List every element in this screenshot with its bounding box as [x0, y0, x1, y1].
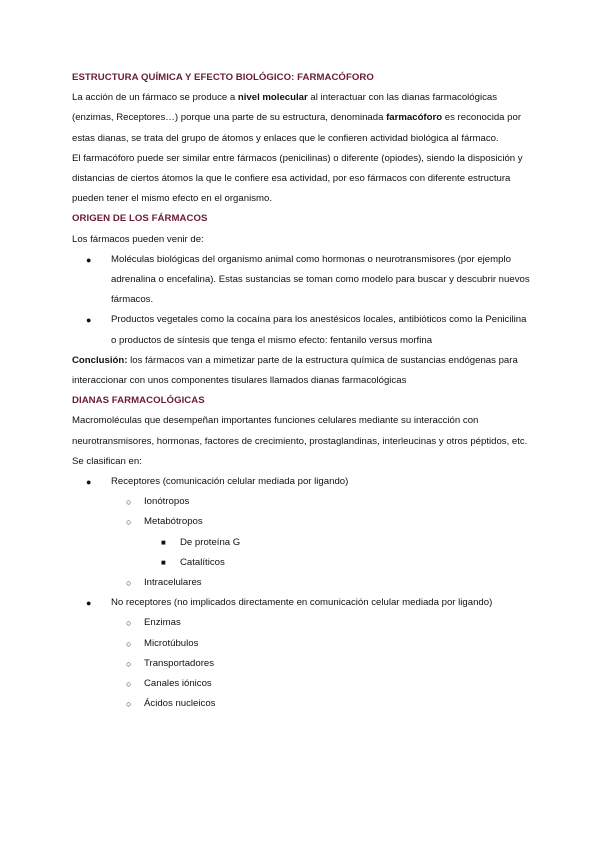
- heading-dianas: DIANAS FARMACOLÓGICAS: [72, 395, 205, 407]
- list-item-text: Moléculas biológicas del organismo animal como hormonas o neurotransmisores (por ejemplo adrenalina o encefalina). Estas sustancias se toman como modelo para buscar y descubrir nuevos fármacos.: [111, 253, 530, 306]
- list-item: [72, 250, 532, 311]
- list-item-text: Metabótropos: [144, 516, 203, 528]
- paragraph-dianas-intro: Macromoléculas que desempeñan importantes funciones celulares mediante su interacción con neurotransmisores, hormonas, factores de crecimiento, prostaglandinas, interleucinas y otros péptidos, etc. Se clasifican en:: [72, 415, 528, 467]
- paragraph-farmacoforo-definition: [72, 88, 532, 149]
- list-item-text: Ácidos nucleicos: [144, 698, 216, 710]
- dianas-list: [72, 472, 532, 714]
- list-item-text: Transportadores: [144, 657, 215, 669]
- circle-bullet-icon: ○: [126, 679, 132, 690]
- square-bullet-icon: ■: [161, 557, 166, 567]
- bold-term-nivel-molecular: nivel molecular: [237, 92, 308, 104]
- circle-bullet-icon: ○: [126, 517, 132, 528]
- list-item-text: Intracelulares: [144, 577, 202, 589]
- circle-bullet-icon: ○: [126, 578, 132, 589]
- text-segment: es reconocida por estas dianas, se trata del grupo de átomos y enlaces que le confieren actividad biológica al fármaco.: [72, 112, 522, 144]
- list-item-microtubulos: [72, 634, 532, 654]
- list-item-text: Ionótropos: [144, 496, 190, 508]
- list-item-text: Enzimas: [144, 617, 181, 629]
- list-item-canales-ionicos: [72, 674, 532, 694]
- list-item: [72, 310, 532, 350]
- list-item-text: No receptores (no implicados directamente en comunicación celular mediada por ligando): [111, 597, 493, 609]
- square-bullet-icon: ■: [161, 537, 166, 547]
- list-item-no-receptores: [72, 593, 532, 613]
- list-item-transportadores: [72, 654, 532, 674]
- heading-estructura: ESTRUCTURA QUÍMICA Y EFECTO BIOLÓGICO: FARMACÓFORO: [72, 72, 374, 83]
- circle-bullet-icon: ○: [126, 699, 132, 710]
- conclusion-label: Conclusión:: [72, 354, 128, 366]
- list-item-text: Canales iónicos: [144, 678, 212, 690]
- list-item-text: Receptores (comunicación celular mediada por ligando): [111, 476, 349, 488]
- list-item-cataliticos: [72, 553, 532, 573]
- disc-bullet-icon: ●: [86, 315, 92, 326]
- list-item-proteina-g: [72, 533, 532, 553]
- list-item-enzimas: [72, 613, 532, 633]
- origen-list: [72, 250, 532, 351]
- paragraph-conclusion: [72, 351, 532, 391]
- paragraph-farmacoforo-similarity: El farmacóforo puede ser similar entre fármacos (penicilinas) o diferente (opiodes), siendo la disposición y distancias de ciertos átomos la que le confiere esa actividad, por eso fármacos con diferente estructura pueden tener el mismo efecto en el organismo.: [72, 152, 523, 205]
- list-item-text: Productos vegetales como la cocaína para los anestésicos locales, antibióticos como la Penicilina o productos de síntesis que tenga el mismo efecto: fentanilo versus morfina: [111, 314, 527, 346]
- text-segment: al interactuar con las dianas farmacológicas (enzimas, Receptores…) porque una parte de su estructura, denominada: [72, 92, 498, 124]
- list-item-text: Catalíticos: [180, 556, 225, 568]
- list-item-intracelulares: [72, 573, 532, 593]
- list-item-text: De proteína G: [180, 536, 241, 548]
- list-item-receptores: [72, 472, 532, 492]
- list-item-acidos-nucleicos: [72, 694, 532, 714]
- disc-bullet-icon: ●: [86, 598, 92, 609]
- circle-bullet-icon: ○: [126, 497, 132, 508]
- bold-term-farmacoforo: farmacóforo: [386, 112, 443, 124]
- document-page: [72, 68, 532, 715]
- conclusion-text: los fármacos van a mimetizar parte de la estructura química de sustancias endógenas para interaccionar con unos componentes tisulares llamados dianas farmacológicas: [72, 354, 518, 387]
- list-item-metabotropos: [72, 512, 532, 532]
- paragraph-origen-intro: Los fármacos pueden venir de:: [72, 233, 204, 245]
- disc-bullet-icon: ●: [86, 477, 92, 488]
- circle-bullet-icon: ○: [126, 658, 132, 669]
- circle-bullet-icon: ○: [126, 618, 132, 629]
- heading-origen: ORIGEN DE LOS FÁRMACOS: [72, 213, 208, 225]
- list-item-text: Microtúbulos: [144, 637, 199, 649]
- list-item-ionotropos: [72, 492, 532, 512]
- disc-bullet-icon: ●: [86, 254, 92, 265]
- circle-bullet-icon: ○: [126, 638, 132, 649]
- text-segment: La acción de un fármaco se produce a: [72, 92, 238, 104]
